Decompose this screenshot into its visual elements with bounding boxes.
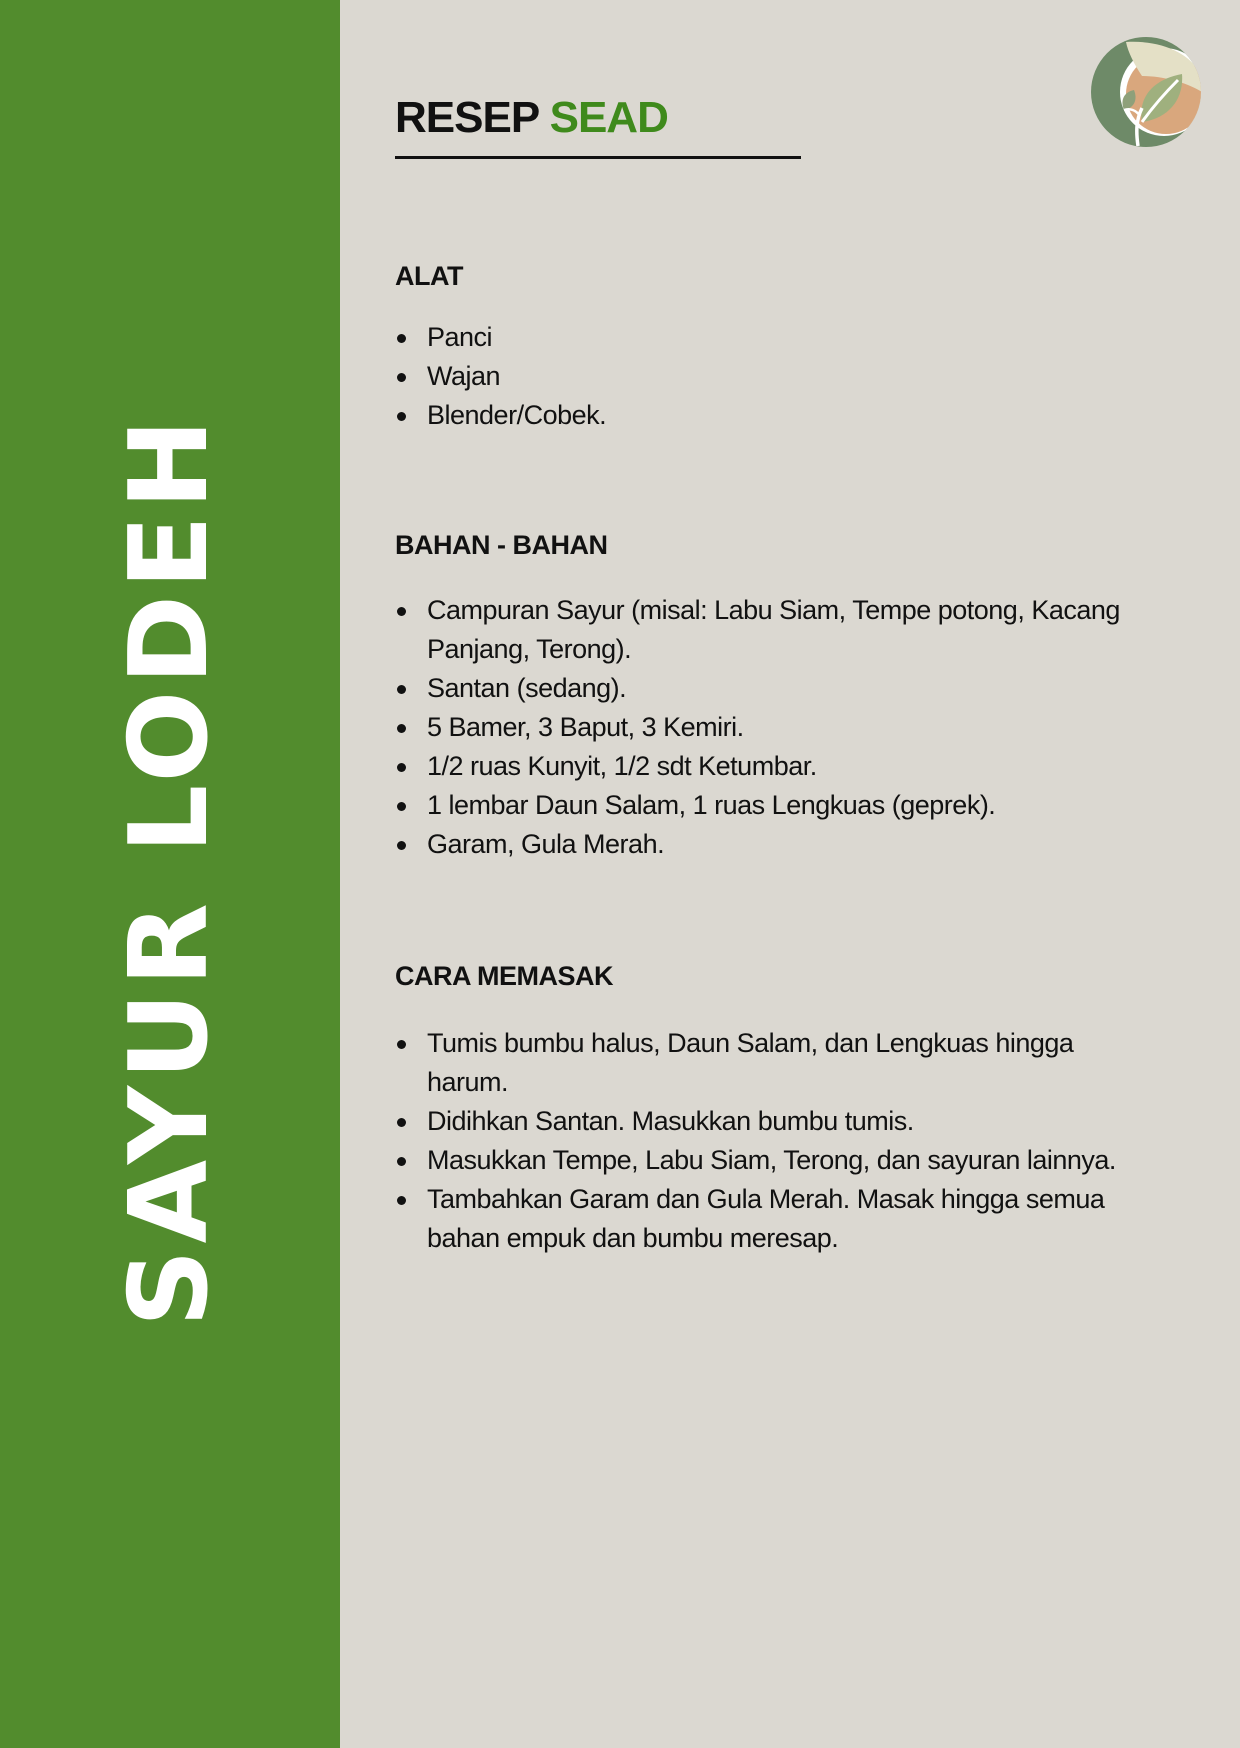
section-bahan <box>395 525 1125 864</box>
recipe-content <box>395 256 1125 1258</box>
cara-list <box>395 1024 1125 1258</box>
section-cara-memasak <box>395 956 1125 1258</box>
list-item: Blender/Cobek. <box>395 396 1125 435</box>
recipe-title: SAYUR LODEH <box>107 412 232 1328</box>
list-item: Tumis bumbu halus, Daun Salam, dan Lengkuas hingga harum. <box>395 1024 1125 1102</box>
list-item: 1 lembar Daun Salam, 1 ruas Lengkuas (geprek). <box>395 786 1125 825</box>
leaf-logo-icon <box>1090 36 1202 148</box>
list-item: Didihkan Santan. Masukkan bumbu tumis. <box>395 1102 1125 1141</box>
list-item: Garam, Gula Merah. <box>395 825 1125 864</box>
list-item: Wajan <box>395 357 1125 396</box>
section-heading-bahan: BAHAN - BAHAN <box>395 530 608 560</box>
alat-list <box>395 318 1125 435</box>
sidebar-panel <box>0 0 340 1748</box>
list-item: Campuran Sayur (misal: Labu Siam, Tempe potong, Kacang Panjang, Terong). <box>395 591 1125 669</box>
section-heading-alat: ALAT <box>395 261 463 291</box>
list-item: Tambahkan Garam dan Gula Merah. Masak hingga semua bahan empuk dan bumbu meresap. <box>395 1180 1125 1258</box>
header <box>395 92 801 159</box>
section-alat <box>395 256 1125 435</box>
bahan-list <box>395 591 1125 864</box>
list-item: 1/2 ruas Kunyit, 1/2 sdt Ketumbar. <box>395 747 1125 786</box>
brand-accent: SEAD <box>549 93 668 142</box>
brand-title <box>395 92 801 159</box>
brand-prefix: RESEP <box>395 93 539 142</box>
list-item: Panci <box>395 318 1125 357</box>
list-item: Santan (sedang). <box>395 669 1125 708</box>
list-item: Masukkan Tempe, Labu Siam, Terong, dan sayuran lainnya. <box>395 1141 1125 1180</box>
list-item: 5 Bamer, 3 Baput, 3 Kemiri. <box>395 708 1125 747</box>
section-heading-cara: CARA MEMASAK <box>395 961 613 991</box>
